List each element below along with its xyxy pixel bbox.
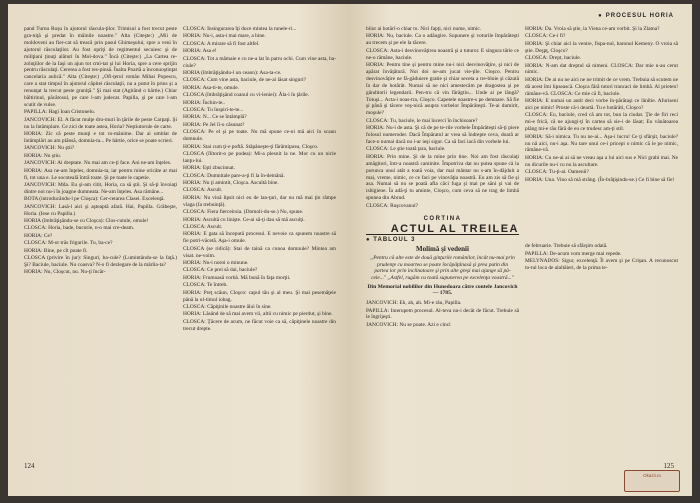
dialogue-line: CLOSCA: Tu înspiri-te-te... [183,106,244,113]
left-column-1 [24,26,177,333]
dialogue-line: HORIA: Să-i nimica. Tu nu ne-ai... Aşa-i lucru! Ce ţi sfârşit, baciule? nu nă aici, nu-i aşa. Nu tare unui ce-i pricepi o nimic că le pe nimic, rămâne-vă. [525,133,678,154]
right-column-2-dialogue [525,26,678,183]
dialogue-line: CLOSCA (îlitorit-o pe podea): Mi-a plesnit la ne. Mor cu un nicle lanţu-lui. [183,150,336,164]
dialogue-line: CLOSCA: Horia, bade, bucurie, n-o mai cre-deam. [24,225,135,232]
tableau-label-text: TABLOUL 3 [373,237,416,244]
dialogue-line: JANCOVICH: El. A făcut mulţe dru-muri în ţările de peste Carpaţi. Şi nu la întâmplare. Ce zici de toate astea, Horia? Neştiutorule de carte. [24,116,177,130]
dialogue-line: HORIA: De ai nu ne aici ne ne trimit de ce vrem. Trebuia să scutem ne dă acest îmi lipsească. Cloşca fără tutori trancaci de limbă. Al prieten! rămâne-vă. CLOSCA: Ce mie că fi, baciule. [525,76,678,97]
book-spread [8,4,692,496]
dialogue-line: HORIA: Cu ne-ai ai să ne vreau aşa a lui aici sus e Nici grabi mai. Ne nu dicurile nu-i cu nu la ascultare. [525,154,678,168]
dialogue-line: HORIA: Ce? [24,232,53,239]
dialogue-line: JANCOVICH: Nu ştii? [24,145,75,152]
dialogue-line: JANCOVICH: Eh, ah, ah. Mi-e râu, Papilla. [366,300,462,307]
dialogue-line: HORIA: Da. Vroia să ştie, la Viena ce-am vorbit. Şi la Zlatna? [525,26,660,32]
right-column-1 [366,26,519,329]
dialogue-line: CLOSCA: Pe el şi pe toate. Nu mă spune ce-ni mă aici în scaun domnule. [183,129,336,143]
dialogue-line: CLOSCA: Asta-i desvinovăţirea noastră şi a tuturor. E singura tărie ce ne-o rămâne, baciule. [366,47,519,61]
scene-title: Molimă şi vedenii [416,245,469,254]
epigraph: „Pentru că alte este de două ginţurile românilor, încât nu-mai prin prudenţe cu moartea se poate încăpăţânasă şi prea putin din partea lor prin inclinatoare şi prin alte greşi mai ajunge să pă-cele..." „Astfel, rugăm cu toată supunerea pe excelenţa voastră..." [370,255,515,281]
dialogue-line: HORIA (îmbrăţişându-se cu Cloşca): Clos-cutule, omule! [24,217,149,224]
dialogue-line: HORIA: Stai cum ţi-e poftă. Stăpâneşte-ţi fărămiţarea, Cloşco. [183,143,319,150]
watermark-stamp: Okazii.ro [624,470,680,492]
dialogue-line: de februarie. Trebuie să sfârşim odată. [525,243,608,250]
tableau-label [366,237,519,244]
act-title: ACTUL AL TREILEA [366,226,519,235]
dialogue-line: JANCOVICH: Ai dreptate. Nu mai am ce-ţi face. Ani ne-am înţeles. [24,160,172,167]
curtain-label: CORTINA [423,215,462,222]
dialogue-line: JANCOVICH: Lasă-l aici şi aşteaptă afară. Hai, Papilla. Grăbeşte, Horia. (Iese cu Papilla.) [24,203,177,217]
dialogue-line: CLOSCA: Însingurarea îţi duce mintea la tunele-ri... [183,26,297,32]
dialogue-line: JANCOVICH: Mda. Eu şi-am citit, Horia, ca să ştii. Şi să-ţi învoiaţi dintre noi nu-i în joagne dumneata. Ne-am înţeles. Asa rămâne... [24,181,177,195]
dialogue-line: CLOSCA: Ce-i fi? [525,33,566,40]
dialogue-line: HORIA: Asa ne-am înţeles, domnia-ta, iar pentru mine oricâte ar mai fi, tot una e. Le socoteală întră toate. Şi pe toate le capetie. [24,167,177,181]
page-number-right: 125 [663,462,674,470]
dialogue-line: HORIA (îmbrăţişându-l un ceaon): Asa-ta-ce. [183,69,282,76]
dialogue-line: CLOSCA: Ruşcovanul? [366,202,418,209]
dialogue-line: HORIA: Ascultă cu linişte. Ce-ai să-ţi dau să mă asculţi. [183,216,305,223]
dialogue-line: CLOSCA: Fiera fierceirsia. (Domoli-du-se.) Nu, spune. [183,209,304,216]
right-column-2 [525,26,678,329]
dialogue-line: JANCOVICH: Nu se poate. Azi e cinci [366,321,451,328]
dialogue-line: PAPILLA: Interupem procesul. Al-teva nu-i decât de făcut. Trebuie să le îngrijeşti. [366,307,519,321]
dialogue-line: HORIA: N... Ce se întâmplă? [183,114,247,121]
right-columns [366,26,680,329]
bullet-icon: ● [598,13,603,19]
dialogue-line: HORIA: Nu, Cloşcut, nu. Nu-ţi încăr- [24,269,106,276]
dialogue-line: CLOSCA: Drept, baciule. [525,55,581,62]
dialogue-line: HORIA: Eşti zbucinnat. [183,165,235,172]
right-page [348,4,692,496]
dialogue-line: CLOSCA: Tot a mămaie e cu ne-a lat în patru ochi. Cum vine asta, ba-ciule? [183,55,336,69]
dialogue-line: HORIA: Asa e! [183,48,217,55]
dialogue-line: CLOSCA: Tu-ţi-ai. Oamenii? [525,169,589,176]
dialogue-line: BOTA (introducându-l pe Cloşca): Cer-cetarea Clasei. Excelenţă. [24,196,165,203]
dialogue-line: HORIA: N-am dat dreptul să nimeni. CLOSCA: Dar mie n-au cerut nimic. [525,62,678,76]
page-number-left: 124 [24,462,35,470]
dialogue-line: CLOSCA: Le ştie toată ţara, baciule. [366,146,446,153]
dialogue-line: CLOSCA: Cum vine asta, baciule, de ne-ai lăsat singuri? [183,77,307,84]
dialogue-line: HORIA: Nu, baciule. Ca o adăugire. Supunere şi voturile împărăteşti au trecem şi pe ele la tăcere. [366,33,519,47]
dialogue-line: HORIA: Şi chiar aici la venire, fispa-nul, baronul Kemeny. O vroia să ştie. Deşpţ, Cloşco? [525,40,678,54]
right-column-1-dialogue [366,26,519,210]
epigraph-source: Din Memorial nobililor din Hunedoara către contele Jancovich — 1785. [367,283,518,297]
dialogue-line: CLOSCA: Căpiţinile noastre ălui în sine. [183,303,272,310]
right-column-2-dialogue-2 [525,243,678,272]
dialogue-line: HORIA: Zic că peste munţi e tot ro-mânime. Dar ai umblat de întâmplări au am plânsă, domnia-ta... Pe hârtie, orice se poate scrieri. [24,131,177,144]
dialogue-line: HORIA: Asa-ti-te, omule. [183,84,239,91]
bullet-icon: ● [366,237,374,244]
dialogue-line: HORIA: Nu ţi amintit, Cloşca. Ascultă bine. [183,180,279,187]
dialogue-line: CLOSCA: Ascult. [183,187,223,194]
dialogue-line: HORIA: Frumoasă vorbă. Mă bună în faţa morţii. [183,274,291,281]
dialogue-line: HORIA: Preţ scăun, Cloşco: capul tău şi al meu. Şi mai pesemăţeie până la ul-timul iobag. [183,289,336,303]
dialogue-line: PAPILLA: De-acum vom merge mai repede. [525,250,622,257]
dialogue-line: HORIA: Nu ştiu. [24,152,61,159]
dialogue-line: MELYNADOS: Sigur, excelenţă. Îl avem şi pe Crişan. A recunoscut to-tul loca de alaltăieri, de la prima te- [525,258,678,272]
dialogue-line: CLOSCA: Ţăcere de acum, ne făcut voie ca să, căpiţinele noastre din trecut drepte. [183,318,336,332]
dialogue-line: pand Turnu Roşu în ajutorul răscula-ţilor. Trimisul a fost trecut peste gra-niţă şi predat în mâinile noastre." Alta (Citeşte:) „Mii de moldoveni au fier-cat să treacă prin pasul Ghimeşului, spre a veni în ajutorul răsculaţilor. Au fost opriţi de regimentul secuiesc şi de miliţiani ţinuţi alături în Mol-dova." Încă (Citeşte:) „La Cartea re-zoluţiilor de la Iaşi un ajun tot cmi-tat şi lui Horia, spre a cere sprijin pentru răsculaţi. Cererea a fost res-pinsă. Înalta Poartă a înconuoştinţat cancelaria aulică." Alta (Citeşte:) „Ofi-ţerul român Mihai Popescu, care a stat timpul în ajutorul căpitei răsculaţii, nu a putut în prins şi a renunţat la trecut peste graniţă." Şi mai stat (Agitând o hârtie.) Chiar băltirinul, păcătosul, pe care l-am judecat. Papilla, şi pe care l-am scutit de vulse. [24,26,177,108]
dialogue-line: HORIA: Pentru tine şi pentru mine nu-i nici desvinovăţire, şi nici de apărat învăţătură. Noi doi ne-am jucat vie-ţile. Cloşco. Pentru desvinovăţire ne fă-găduiere gratie şi chiar seceta a tre-bluie şi căzută în dar de hotărât. Numai să ne nici amestecăm pe dragostea şi pe gânditorii legendarii. Pen-tru că vin fărâgtiu... Unde ai pe lângă? Totuşi... Acta-i noas-tra, Cloşco. Capetele noastre-s pe demnare. Să fie şi până şi tăcere veş-nică asupra vorbelor Împărăteşti. Te-ai dumirit, moşule? [366,62,519,117]
dialogue-line: CLOSCA (îmbrăţişând coanul cu vi-leniei): Ăla-i în ţările. [183,92,310,99]
running-head-text: PROCESUL HORIA [605,13,674,19]
left-columns [24,26,336,333]
dialogue-line: CLOSCA: Eu, baciule, cred că am tot, bun la ciudat. Ţie de firi reci mi-e frică, că ne ajungi-ţi în cartea să sie-i de lăsat; Eu vânătoarea plâng mi-e rău fără de eu ce trudesc am-ţi stil. [525,112,678,133]
running-head [598,13,674,19]
dialogue-line: HORIA: Nu-i de asta. Şi că de pe te-rile vorbele Împărăteşti să-ţi piere folosul numeroder. Dacă Împăratul ar vrea să îndrepte ceva, doară ar face-o numai dacă nu i-ar ieşi sigur. Ca să faci iacă din vorbele lui. [366,125,519,145]
dialogue-line: CLOSCA: M-or trăs frigurile. Tu, ba-ce? [24,240,113,247]
dialogue-line: CLOSCA (privire în jur): Singuri, ba-cule? (Lumintându-se la faţă.) Şi? Baciule, baciule. Nu coasva? N-o fi dezlegare de la mârlia-ta? [24,255,177,268]
dialogue-line: HORIA: Nu-i, asta-i mai mare, a bine. [183,33,266,40]
dialogue-line: CLOSCA: Te întreb. [183,282,228,289]
dialogue-line: HORIA: Una. Vino să mă strâng. (În-brăţişindu-se.) Ce fi bine să fie! [525,176,675,183]
left-column-2 [183,26,336,333]
dialogue-line: HORIA: Închin-te.. [183,99,226,106]
left-page [8,4,348,496]
dialogue-line: HORIA: Nu vină lipsit nici eu de lan-ţuri, dar nu mă mai ţin râmpe vlaga (Ia trebuinţă). [183,194,336,208]
right-column-1-dialogue-2 [366,300,519,329]
dialogue-line: CLOSCA (se ridică): Stai de taină ca cunoa domnule? Mintea am visat. ne-voim. [183,245,336,259]
dialogue-line: HORIA: Nu-i noroi o minune. [183,260,249,266]
dialogue-line: bilor ai hotărî-o chiar tu. Nici fapţi, nici nume, nimic. [366,26,482,32]
dialogue-line: HORIA: Lăsând de să mai avem vii, altii cu nimic pe pierdut, şi bine. [183,311,333,318]
dialogue-line: HORIA: Bine, pe cît poate fi. [24,247,88,254]
dialogue-line: CLOSCA: Tu, baciule, le mai încerci în închisoare? [366,117,478,124]
dialogue-line: CLOSCA: Ascult. [183,223,223,230]
dialogue-line: CLOSCA: A mirare să fi fost altfel. [183,40,260,47]
dialogue-line: CLOSCA: Ce prei să dai, baciule? [183,267,258,274]
dialogue-line: HORIA: E numai un autit deci vorbe în-părătaşi ce lânîtie. Afuriseni aici pe nimic! Proste că-i deartă. Tu e hotărâti, Cloşco? [525,98,678,111]
dialogue-line: HORIA: Prin mine. Şi de la mine prin tine. Noi am fost răsculaţi amăgitori, într-a noastră caminite. Împotriva dat nu putea spune că la porunca unui atât a toată voia, dar mai mântar nu s-am în-dăjduit a mai, vreme, nimic, ce ce faci pe vinovăţia noastră. Eu am zis să fie şi asa. Numai să nu se poată afla căci fuga şi mai pe săni şi vai de isbigiene. Îa adă-ţi tu aminte, Cloşco, cum ceva să ne trag de limbă spunea din Abrud. [366,153,519,202]
dialogue-line: CLOSCA: Dumnitale pare-a-ţi fi la în-demână. [183,172,285,179]
dialogue-line: HORIA: Pe Jel îi-o căsunat? [183,121,245,128]
dialogue-line: PAPILLA: Hagi Ioan Cristonelu. [24,109,96,116]
dialogue-line: HORIA: E gata să începută procesul. E nevoie ca spunem noastre să fie potri-văcetă. Aşa-i omule. [183,231,336,245]
